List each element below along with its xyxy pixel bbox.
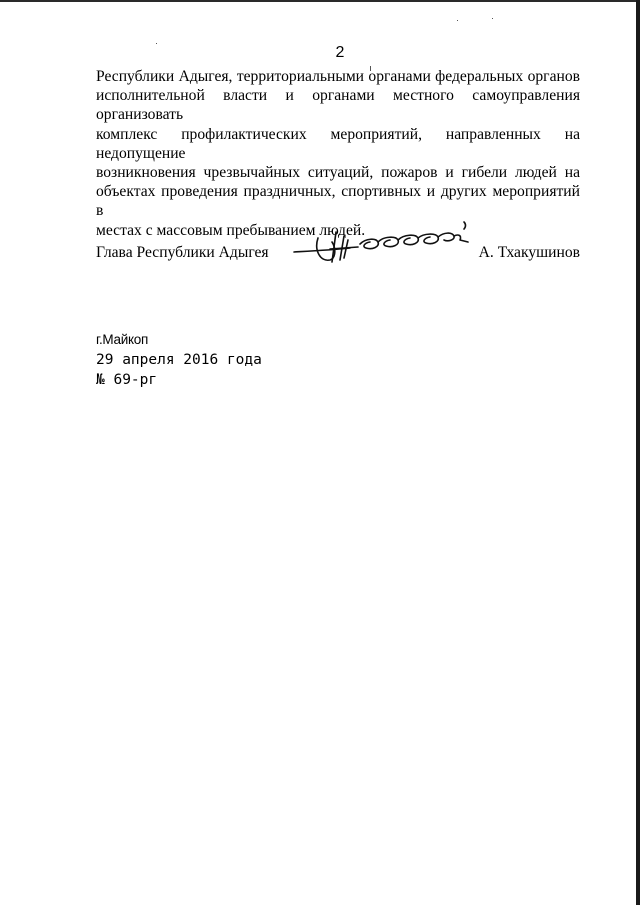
scan-right-edge	[636, 0, 640, 905]
registration-number: № 69-рг	[96, 372, 158, 388]
body-line: возникновения чрезвычайных ситуаций, пожаров и гибели людей на	[96, 164, 580, 182]
signature-block	[96, 244, 580, 274]
body-line: комплекс профилактических мероприятий, направленных на недопущение	[96, 125, 580, 162]
body-line: исполнительной власти и органами местного самоуправления организовать	[96, 87, 580, 124]
scan-speck	[492, 18, 493, 19]
body-paragraph	[96, 67, 580, 240]
page-number: 2	[335, 44, 345, 61]
body-line: Республики Адыгея, территориальными органами федеральных органов	[96, 68, 580, 85]
scan-speck	[457, 20, 458, 21]
signer-name: А. Тхакушинов	[478, 244, 580, 261]
signer-title: Глава Республики Адыгея	[96, 244, 269, 261]
registration-city: г.Майкоп	[96, 332, 148, 347]
body-line: объектах проведения праздничных, спортивных и других мероприятий в	[96, 183, 580, 220]
scan-top-edge	[0, 0, 640, 2]
handwritten-signature	[292, 218, 474, 270]
body-line: местах с массовым пребыванием людей.	[96, 221, 366, 239]
registration-date: 29 апреля 2016 года	[96, 352, 262, 368]
registration-stamp	[96, 330, 396, 390]
